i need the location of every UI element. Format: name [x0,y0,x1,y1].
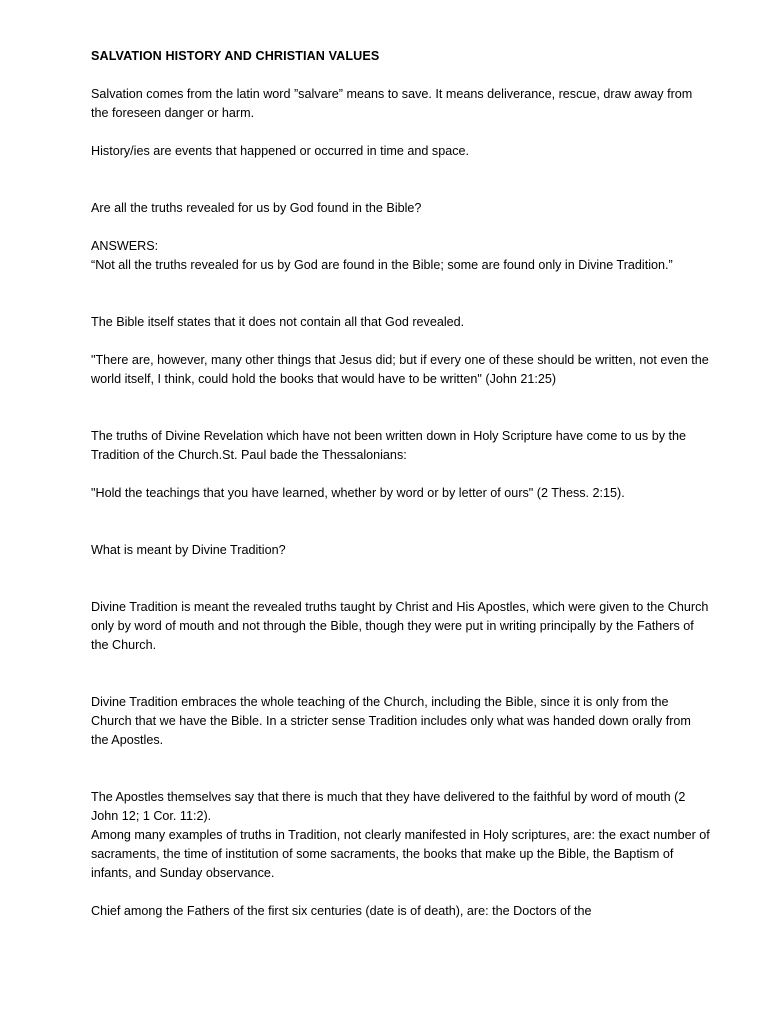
paragraph-divine-revelation: The truths of Divine Revelation which have not been written down in Holy Scripture have come to us by the Tradition of the Church.St. Paul bade the Thessalonians: [91,429,687,462]
paragraph-salvation-definition: Salvation comes from the latin word ”salvare” means to save. It means deliverance, rescue, draw away from the foreseen danger or harm. [91,87,693,120]
paragraph-apostles-statement: The Apostles themselves say that there is much that they have delivered to the faithful by word of mouth (2 John 12; 1 Cor. 11:2). [91,790,686,823]
paragraph-john-quote: "There are, however, many other things that Jesus did; but if every one of these should be written, not even the world itself, I think, could hold the books that would have to be written" (John 21:25) [91,353,709,386]
paragraph-history-definition: History/ies are events that happened or occurred in time and space. [91,144,470,158]
paragraph-fathers-of-church: Chief among the Fathers of the first six centuries (date is of death), are: the Doctors of the [91,904,592,918]
paragraph-question-tradition: What is meant by Divine Tradition? [91,543,286,557]
document-title: SALVATION HISTORY AND CHRISTIAN VALUES [91,49,380,63]
paragraph-tradition-scope: Divine Tradition embraces the whole teaching of the Church, including the Bible, since it is only from the Church that we have the Bible. In a stricter sense Tradition includes only what was handed down orally from the Apostles. [91,695,691,747]
paragraph-answer-quote: “Not all the truths revealed for us by God are found in the Bible; some are found only in Divine Tradition.” [91,258,673,272]
paragraph-bible-statement: The Bible itself states that it does not contain all that God revealed. [91,315,465,329]
document-body [91,47,711,921]
paragraph-tradition-definition: Divine Tradition is meant the revealed truths taught by Christ and His Apostles, which were given to the Church only by word of mouth and not through the Bible, though they were put in writing principally by the Fathers of the Church. [91,600,709,652]
paragraph-question-truths: Are all the truths revealed for us by God found in the Bible? [91,201,422,215]
paragraph-answers-label: ANSWERS: [91,239,159,253]
paragraph-thessalonians-quote: "Hold the teachings that you have learned, whether by word or by letter of ours" (2 Thess. 2:15). [91,486,625,500]
paragraph-tradition-examples: Among many examples of truths in Tradition, not clearly manifested in Holy scriptures, are: the exact number of sacraments, the time of institution of some sacraments, the books that make up the Bible, the Baptism of infants, and Sunday observance. [91,828,710,880]
